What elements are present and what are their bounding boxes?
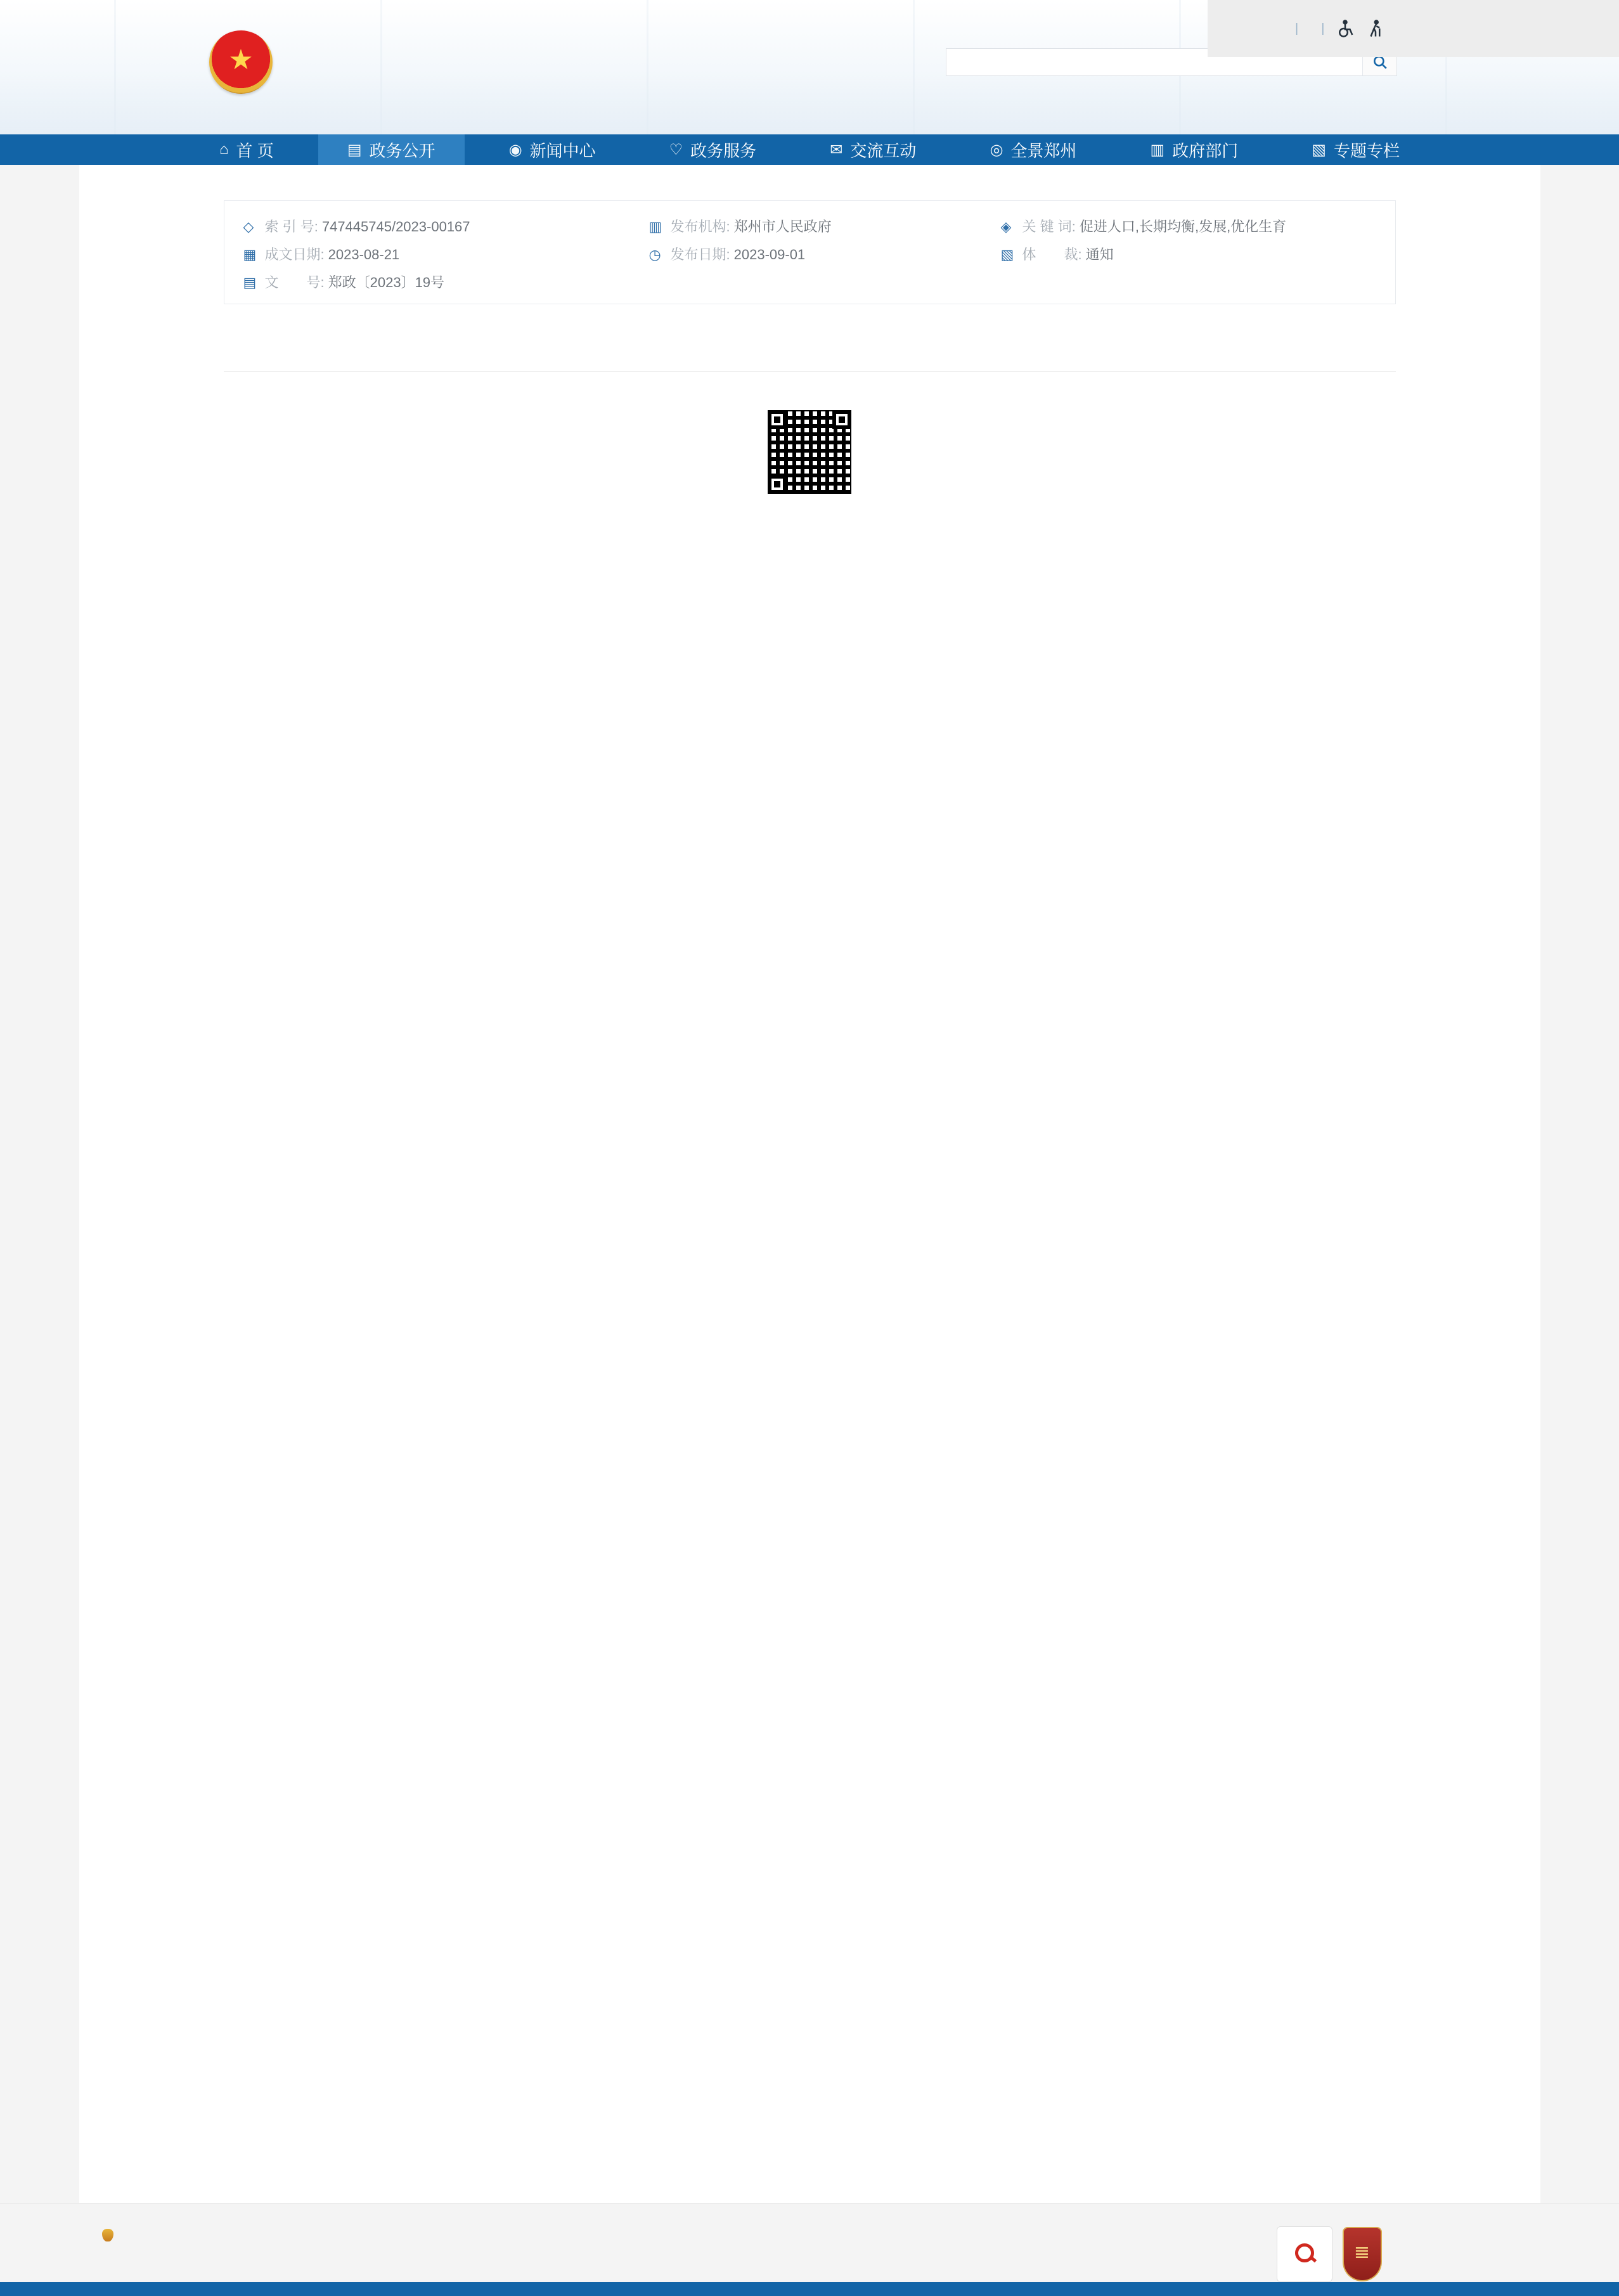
nav-item-label: 政务服务 (690, 141, 757, 160)
content-card (79, 165, 1540, 2203)
site-logo[interactable] (209, 30, 288, 94)
torch-icon: 𝌆 (1354, 2243, 1370, 2262)
home-icon: ⌂ (219, 141, 229, 158)
meta-value: 2023-08-21 (328, 247, 400, 262)
book-icon: ▧ (1312, 141, 1326, 158)
meta-row (1001, 217, 1376, 236)
find-error-icon (1295, 2243, 1314, 2262)
meta-label: 关 键 词: (1022, 219, 1076, 235)
meta-value: 郑政〔2023〕19号 (328, 274, 445, 290)
calendar-icon: ▦ (243, 247, 257, 262)
nav-item-topics[interactable] (1282, 134, 1429, 165)
topbar-divider: | (1321, 21, 1325, 35)
bank-icon: ▥ (648, 219, 662, 235)
topbar (1208, 0, 1619, 57)
clock-icon: ◷ (648, 247, 661, 262)
nav-item-label: 交流互动 (850, 141, 917, 160)
globe-icon: ◉ (508, 141, 522, 158)
file-icon: ▤ (243, 274, 257, 290)
elder-mode-icon[interactable] (1366, 19, 1385, 38)
police-badge-icon (102, 2229, 113, 2241)
clipboard-icon: ▧ (1000, 247, 1014, 262)
topbar-divider: | (1295, 21, 1299, 35)
meta-row (649, 245, 1001, 264)
page-footer (0, 2203, 1619, 2282)
nav-item-label: 政务公开 (369, 141, 435, 160)
map-pin-icon: ◎ (990, 141, 1003, 158)
bottom-blue-bar (0, 2282, 1619, 2296)
wheelchair-icon[interactable] (1336, 19, 1355, 38)
building-icon: ▥ (1150, 141, 1165, 158)
document-icon: ▤ (347, 141, 362, 158)
divider (224, 371, 1396, 372)
nav-item-gov-info[interactable] (318, 134, 465, 165)
nav-item-departments[interactable] (1121, 134, 1268, 165)
nav-item-news[interactable] (480, 134, 625, 165)
nav-item-interaction[interactable] (801, 134, 945, 165)
nav-item-home[interactable] (190, 134, 303, 165)
meta-value: 2023-09-01 (733, 247, 806, 262)
meta-row (649, 217, 1001, 236)
meta-label: 文 号: (264, 274, 325, 290)
meta-row (1001, 245, 1376, 264)
heart-icon: ♡ (669, 141, 683, 158)
document-meta-box (224, 200, 1396, 304)
national-emblem-icon: ★ (209, 30, 273, 94)
related-info-section (224, 361, 1396, 372)
gov-site-error-report-badge[interactable] (1277, 2226, 1332, 2282)
qr-marker (832, 410, 851, 429)
meta-row (243, 217, 649, 236)
nav-item-panorama[interactable] (960, 134, 1106, 165)
meta-label: 成文日期: (264, 247, 325, 262)
chat-icon: ✉ (830, 141, 843, 158)
meta-value: 通知 (1085, 247, 1114, 262)
qr-marker (768, 475, 787, 494)
main-nav (0, 134, 1619, 165)
nav-item-label: 全景郑州 (1010, 141, 1077, 160)
related-info-title (224, 361, 1396, 371)
qr-marker (768, 410, 787, 429)
meta-label: 发布机构: (670, 219, 730, 235)
meta-row (243, 273, 649, 292)
nav-item-label: 首 页 (236, 141, 274, 160)
nav-item-label: 政府部门 (1172, 141, 1239, 160)
nav-item-label: 新闻中心 (529, 141, 596, 160)
meta-value: 747445745/2023-00167 (321, 219, 470, 235)
meta-value: 郑州市人民政府 (733, 219, 832, 235)
qr-code (768, 410, 851, 494)
meta-label: 体 裁: (1022, 247, 1082, 262)
party-gov-badge[interactable] (1343, 2227, 1382, 2281)
meta-label: 索 引 号: (264, 219, 318, 235)
meta-label: 发布日期: (670, 247, 730, 262)
shield-check-icon: ◈ (1000, 219, 1012, 235)
tag-icon: ◇ (243, 219, 254, 235)
nav-item-services[interactable] (640, 134, 786, 165)
nav-item-label: 专题专栏 (1333, 141, 1400, 160)
meta-row (243, 245, 649, 264)
qr-section (714, 410, 905, 494)
page-header (0, 0, 1619, 134)
meta-value: 促进人口,长期均衡,发展,优化生育 (1079, 219, 1287, 235)
